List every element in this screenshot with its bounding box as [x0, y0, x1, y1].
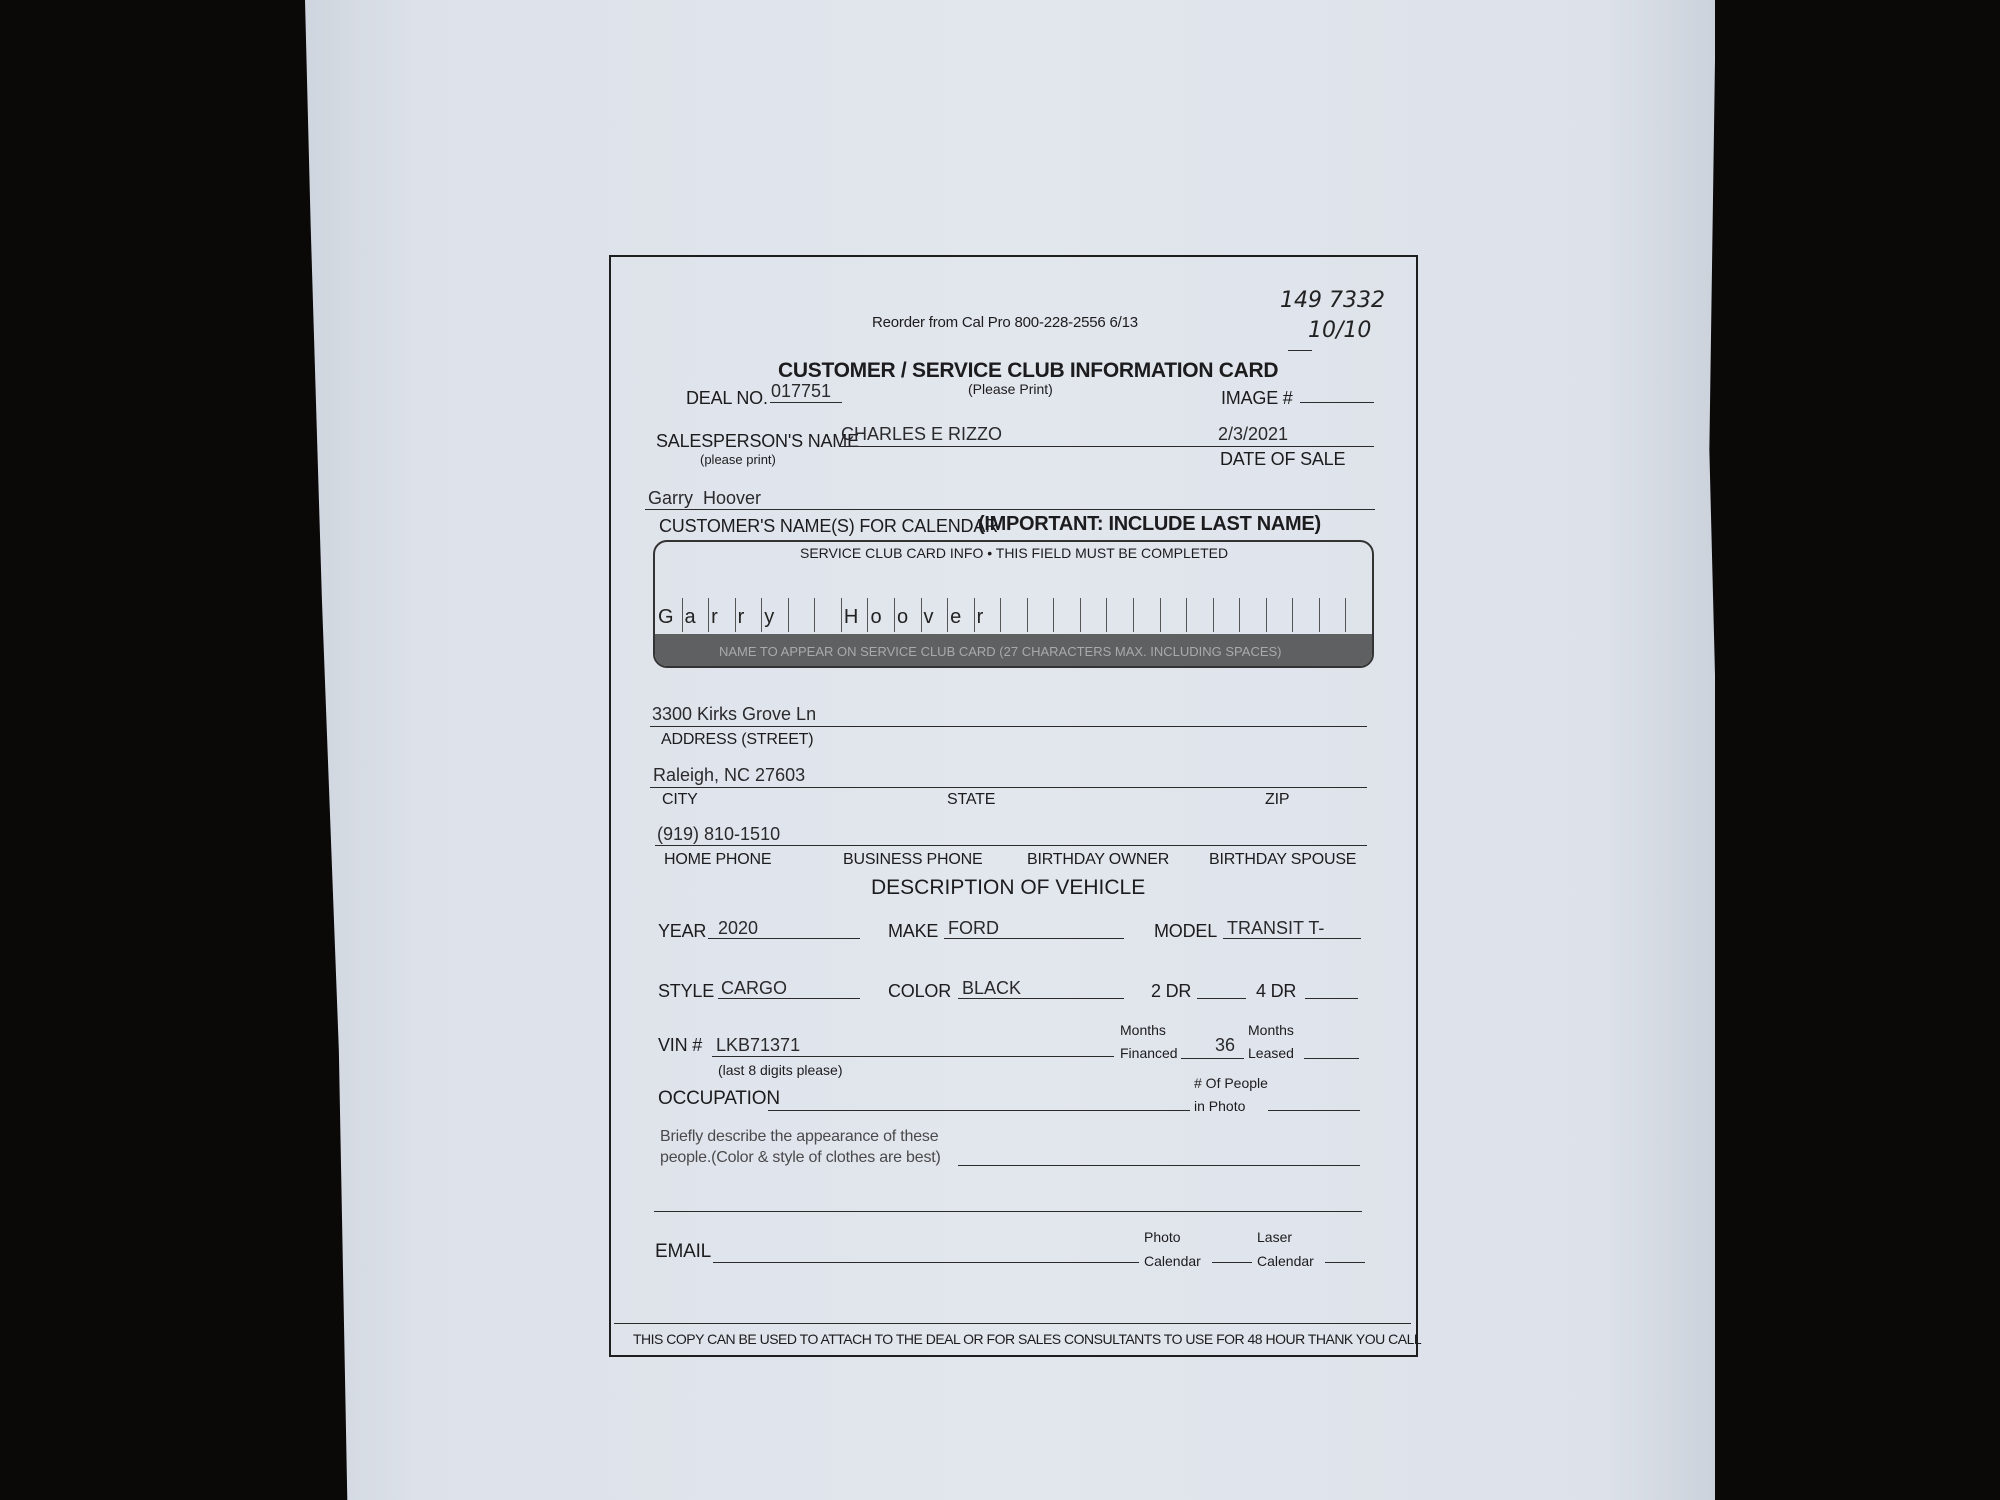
birthday-owner-label: BIRTHDAY OWNER [1027, 851, 1170, 868]
service-card-cell-divider [1213, 598, 1214, 632]
service-card-cell[interactable]: H [843, 606, 859, 628]
customer-name-label: CUSTOMER'S NAME(S) FOR CALENDAR [659, 516, 998, 536]
two-door-label: 2 DR [1151, 981, 1192, 1001]
address-label: ADDRESS (STREET) [661, 731, 814, 748]
two-door-line[interactable] [1197, 998, 1246, 999]
service-card-cell-divider [1027, 598, 1028, 632]
service-card-cell-divider [894, 598, 895, 632]
service-card-cell-divider [1186, 598, 1187, 632]
footer-divider [614, 1323, 1411, 1324]
zip-label: ZIP [1265, 791, 1290, 808]
footer-note: THIS COPY CAN BE USED TO ATTACH TO THE DEAL OR FOR SALES CONSULTANTS TO USE FOR 48 HOUR THANK YOU CALL [633, 1331, 1422, 1347]
form-border [609, 255, 1418, 1357]
year-value[interactable]: 2020 [718, 918, 759, 938]
city-line [650, 787, 1367, 788]
service-card-cell-divider [1266, 598, 1267, 632]
handwritten-note-2: 10/10 [1308, 318, 1372, 343]
service-card-cell-divider [761, 598, 762, 632]
describe-text-2: people.(Color & style of clothes are best) [660, 1149, 941, 1166]
home-phone-value[interactable]: (919) 810-1510 [657, 824, 781, 844]
service-card-cell[interactable]: r [711, 606, 718, 628]
service-card-cell-divider [788, 598, 789, 632]
laser-calendar-label-2: Calendar [1257, 1253, 1314, 1269]
service-card-cell-divider [1133, 598, 1134, 632]
service-card-cell-divider [867, 598, 868, 632]
salesperson-line [840, 446, 1374, 447]
image-no-label: IMAGE # [1221, 388, 1293, 408]
service-card-cell-divider [974, 598, 975, 632]
people-in-photo-line[interactable] [1268, 1110, 1360, 1111]
handwritten-underline [1288, 350, 1312, 351]
months-leased-line[interactable] [1304, 1058, 1359, 1059]
vin-value[interactable]: LKB71371 [716, 1035, 801, 1055]
service-card-cell-divider [921, 598, 922, 632]
service-card-cell-divider [1292, 598, 1293, 632]
service-card-cell[interactable]: a [684, 606, 696, 628]
phone-line [655, 845, 1367, 846]
months-leased-label-1: Months [1248, 1022, 1294, 1038]
vin-line [712, 1056, 1114, 1057]
address-value[interactable]: 3300 Kirks Grove Ln [652, 704, 817, 724]
service-card-cell-divider [814, 598, 815, 632]
photo-calendar-label-2: Calendar [1144, 1253, 1201, 1269]
laser-calendar-line[interactable] [1325, 1262, 1365, 1263]
deal-no-line [770, 402, 842, 403]
reorder-text: Reorder from Cal Pro 800-228-2556 6/13 [872, 314, 1138, 331]
city-label: CITY [662, 791, 698, 808]
form-title: CUSTOMER / SERVICE CLUB INFORMATION CARD [778, 359, 1279, 382]
please-print-note: (Please Print) [968, 381, 1053, 397]
service-card-cell-divider [1080, 598, 1081, 632]
four-door-label: 4 DR [1256, 981, 1297, 1001]
salesperson-sublabel: (please print) [700, 452, 776, 467]
service-card-cell[interactable]: v [923, 606, 934, 628]
color-value[interactable]: BLACK [962, 978, 1022, 998]
salesperson-label: SALESPERSON'S NAME [656, 431, 859, 451]
occupation-line[interactable] [768, 1110, 1190, 1111]
service-card-cell-divider [735, 598, 736, 632]
year-label: YEAR [658, 921, 707, 941]
people-in-photo-label-2: in Photo [1194, 1098, 1246, 1114]
service-card-cell[interactable]: e [950, 606, 962, 628]
describe-text-1: Briefly describe the appearance of these [660, 1128, 939, 1145]
salesperson-value[interactable]: CHARLES E RIZZO [841, 424, 1003, 444]
months-leased-label-2: Leased [1248, 1045, 1294, 1061]
address-line [650, 726, 1367, 727]
state-label: STATE [947, 791, 996, 808]
occupation-label: OCCUPATION [658, 1088, 780, 1109]
service-card-cell[interactable]: r [976, 606, 984, 628]
home-phone-label: HOME PHONE [664, 851, 772, 868]
service-card-cell-divider [682, 598, 683, 632]
email-label: EMAIL [655, 1241, 712, 1262]
service-card-cell-divider [1239, 598, 1240, 632]
business-phone-label: BUSINESS PHONE [843, 851, 983, 868]
image-no-line[interactable] [1300, 402, 1374, 403]
handwritten-note-1: 149 7332 [1280, 288, 1385, 313]
birthday-spouse-label: BIRTHDAY SPOUSE [1209, 851, 1357, 868]
vehicle-heading: DESCRIPTION OF VEHICLE [871, 876, 1146, 899]
service-card-cell-divider [947, 598, 948, 632]
service-card-title: SERVICE CLUB CARD INFO • THIS FIELD MUST BE COMPLETED [800, 545, 1229, 561]
service-card-cell-divider [1319, 598, 1320, 632]
city-value[interactable]: Raleigh, NC 27603 [653, 765, 806, 785]
service-card-character-cells[interactable] [655, 598, 1372, 632]
model-value[interactable]: TRANSIT T- [1227, 918, 1325, 938]
deal-no-label: DEAL NO. [686, 388, 768, 408]
service-card-footer-text: NAME TO APPEAR ON SERVICE CLUB CARD (27 CHARACTERS MAX. INCLUDING SPACES) [719, 644, 1282, 659]
service-card-cell-divider [1000, 598, 1001, 632]
date-of-sale-value[interactable]: 2/3/2021 [1218, 424, 1289, 444]
style-label: STYLE [658, 981, 715, 1001]
vin-label: VIN # [658, 1035, 703, 1055]
vin-note: (last 8 digits please) [718, 1062, 843, 1078]
service-card-cell-divider [708, 598, 709, 632]
service-card-cell[interactable]: o [870, 606, 882, 628]
service-card-cell-divider [1053, 598, 1054, 632]
service-card-cell[interactable]: G [658, 606, 674, 628]
months-financed-value[interactable]: 36 [1215, 1035, 1236, 1055]
make-value[interactable]: FORD [948, 918, 999, 938]
photo-calendar-line[interactable] [1212, 1262, 1252, 1263]
style-value[interactable]: CARGO [721, 978, 788, 998]
service-card-cell-divider [1106, 598, 1107, 632]
service-card-cell-divider [841, 598, 842, 632]
service-card-cell-divider [1345, 598, 1346, 632]
make-label: MAKE [888, 921, 939, 941]
important-note: (IMPORTANT: INCLUDE LAST NAME) [978, 513, 1321, 535]
email-line[interactable] [713, 1262, 1139, 1263]
months-financed-label-2: Financed [1120, 1045, 1178, 1061]
color-label: COLOR [888, 981, 952, 1001]
service-card-cell[interactable]: o [897, 606, 909, 628]
describe-line-2[interactable] [654, 1211, 1362, 1212]
service-card-cell[interactable]: y [764, 606, 775, 628]
months-financed-label-1: Months [1120, 1022, 1166, 1038]
people-in-photo-label-1: # Of People [1194, 1075, 1268, 1091]
photo-calendar-label-1: Photo [1144, 1229, 1181, 1245]
four-door-line[interactable] [1305, 998, 1358, 999]
customer-name-value[interactable]: Garry Hoover [648, 488, 762, 508]
deal-no-value[interactable]: 017751 [771, 381, 832, 401]
customer-name-line [645, 509, 1375, 510]
laser-calendar-label-1: Laser [1257, 1229, 1293, 1245]
describe-line-1[interactable] [958, 1165, 1360, 1166]
date-of-sale-label: DATE OF SALE [1220, 449, 1346, 469]
service-card-cell[interactable]: r [737, 606, 745, 628]
months-financed-line [1181, 1058, 1244, 1059]
service-card-cell-divider [1160, 598, 1161, 632]
model-label: MODEL [1154, 921, 1218, 941]
